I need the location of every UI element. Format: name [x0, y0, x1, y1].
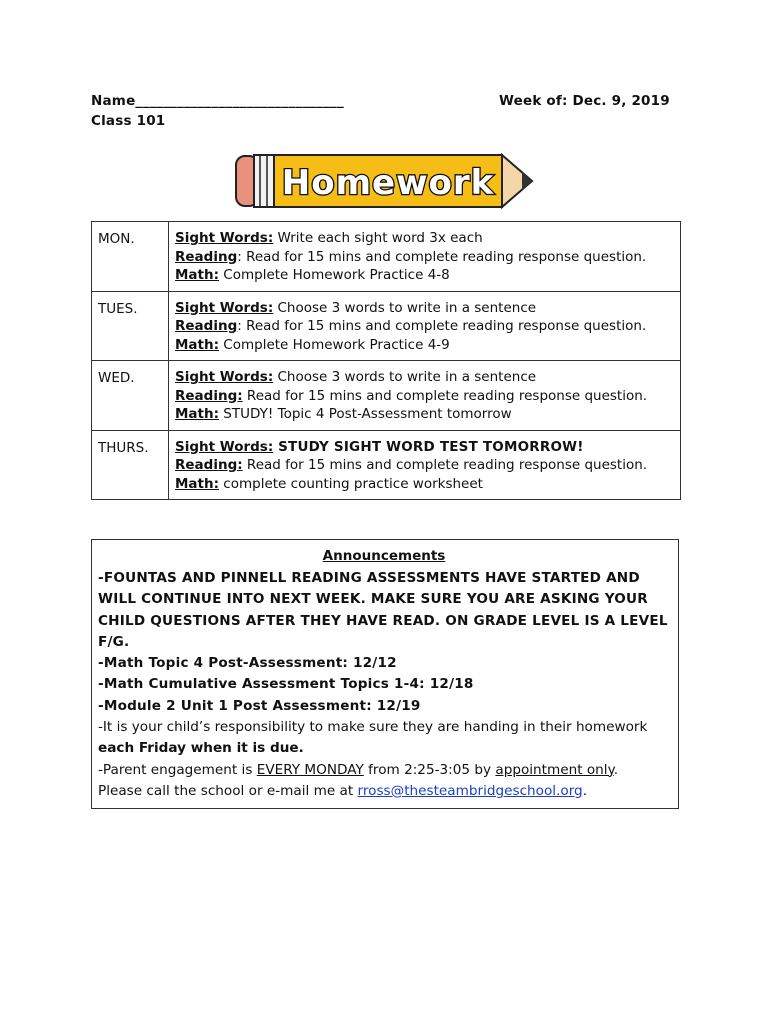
- task-line: [175, 229, 674, 248]
- task-line: [175, 405, 674, 424]
- task-text: Complete Homework Practice 4-8: [219, 267, 450, 283]
- task-text: Read for 15 mins and complete reading response question.: [242, 457, 648, 473]
- announcement-contact: Please call the school or e-mail me at rross@thesteambridgeschool.org.: [98, 782, 588, 799]
- task-text: : Read for 15 mins and complete reading response question.: [237, 318, 647, 334]
- day-label: THURS.: [92, 430, 169, 500]
- day-label: TUES.: [92, 291, 169, 361]
- day-label: MON.: [92, 222, 169, 292]
- subject-label: Reading: [175, 318, 238, 334]
- announcements-box: [91, 539, 679, 809]
- week-of-label: Week of: Dec. 9, 2019: [499, 93, 670, 109]
- task-text: Complete Homework Practice 4-9: [219, 336, 450, 353]
- day-tasks: [169, 222, 681, 292]
- subject-label: Reading: [175, 248, 238, 265]
- subject-label: Sight Words:: [175, 438, 274, 455]
- task-text: Choose 3 words to write in a sentence: [273, 369, 537, 385]
- announcement-fountas-pinnell: -FOUNTAS AND PINNELL READING ASSESSMENTS HAVE STARTED AND WILL CONTINUE INTO NEXT WEEK. MAKE SURE YOU ARE ASKING YOUR CHILD QUESTIONS AFTER THEY HAVE READ. ON GRADE LEVEL IS A LEVEL F/G.: [98, 570, 668, 650]
- task-line: [175, 456, 674, 475]
- announcements-title: Announcements: [322, 548, 446, 564]
- subject-label: Reading:: [175, 387, 243, 404]
- announcement-math-topic4: -Math Topic 4 Post-Assessment: 12/12: [98, 655, 397, 672]
- announcement-homework-responsibility: -It is your child’s responsibility to make sure they are handing in their homework each Friday when it is due.: [98, 719, 648, 757]
- friday-due-note: each Friday when it is due.: [98, 740, 304, 757]
- task-line: [175, 336, 674, 355]
- banner-title: Homework: [281, 163, 495, 203]
- task-line: [175, 387, 674, 406]
- name-field-label: Name______________________________: [91, 93, 344, 109]
- day-label: WED.: [92, 361, 169, 431]
- day-tasks: [169, 361, 681, 431]
- schedule-row: [92, 361, 681, 431]
- schedule-row: [92, 291, 681, 361]
- task-line: [175, 299, 674, 318]
- schedule-row: [92, 430, 681, 500]
- task-text: Choose 3 words to write in a sentence: [273, 299, 537, 316]
- teacher-email-link[interactable]: rross@thesteambridgeschool.org: [357, 782, 583, 799]
- task-text: STUDY SIGHT WORD TEST TOMORROW!: [273, 438, 584, 455]
- ferrule-shape: [254, 155, 274, 207]
- task-line: [175, 317, 674, 336]
- appointment-only-text: appointment only: [495, 761, 614, 778]
- announcement-parent-engagement: -Parent engagement is EVERY MONDAY from 2:25-3:05 by appointment only.: [98, 761, 619, 778]
- subject-label: Math:: [175, 267, 220, 283]
- task-text: Read for 15 mins and complete reading response question.: [242, 387, 648, 404]
- task-text: Write each sight word 3x each: [273, 230, 483, 246]
- task-line: [175, 368, 674, 387]
- subject-label: Reading:: [175, 457, 243, 473]
- announcement-module2: -Module 2 Unit 1 Post Assessment: 12/19: [98, 697, 421, 714]
- homework-schedule-table: [91, 221, 681, 500]
- task-line: [175, 438, 674, 457]
- announcement-math-cumulative: -Math Cumulative Assessment Topics 1-4: 12/18: [98, 676, 474, 693]
- task-text: : Read for 15 mins and complete reading response question.: [237, 248, 647, 265]
- task-text: STUDY! Topic 4 Post-Assessment tomorrow: [219, 406, 512, 422]
- pencil-lead: [522, 172, 532, 190]
- every-monday-text: EVERY MONDAY: [256, 761, 364, 778]
- homework-pencil-banner: [234, 150, 536, 212]
- task-line: [175, 475, 674, 494]
- subject-label: Math:: [175, 336, 220, 353]
- task-line: [175, 248, 674, 267]
- subject-label: Sight Words:: [175, 230, 274, 246]
- day-tasks: [169, 430, 681, 500]
- subject-label: Sight Words:: [175, 299, 274, 316]
- class-label: Class 101: [91, 113, 166, 129]
- schedule-row: [92, 222, 681, 292]
- subject-label: Math:: [175, 406, 220, 422]
- day-tasks: [169, 291, 681, 361]
- task-text: complete counting practice worksheet: [219, 475, 483, 492]
- subject-label: Math:: [175, 475, 220, 492]
- task-line: [175, 266, 674, 285]
- subject-label: Sight Words:: [175, 369, 274, 385]
